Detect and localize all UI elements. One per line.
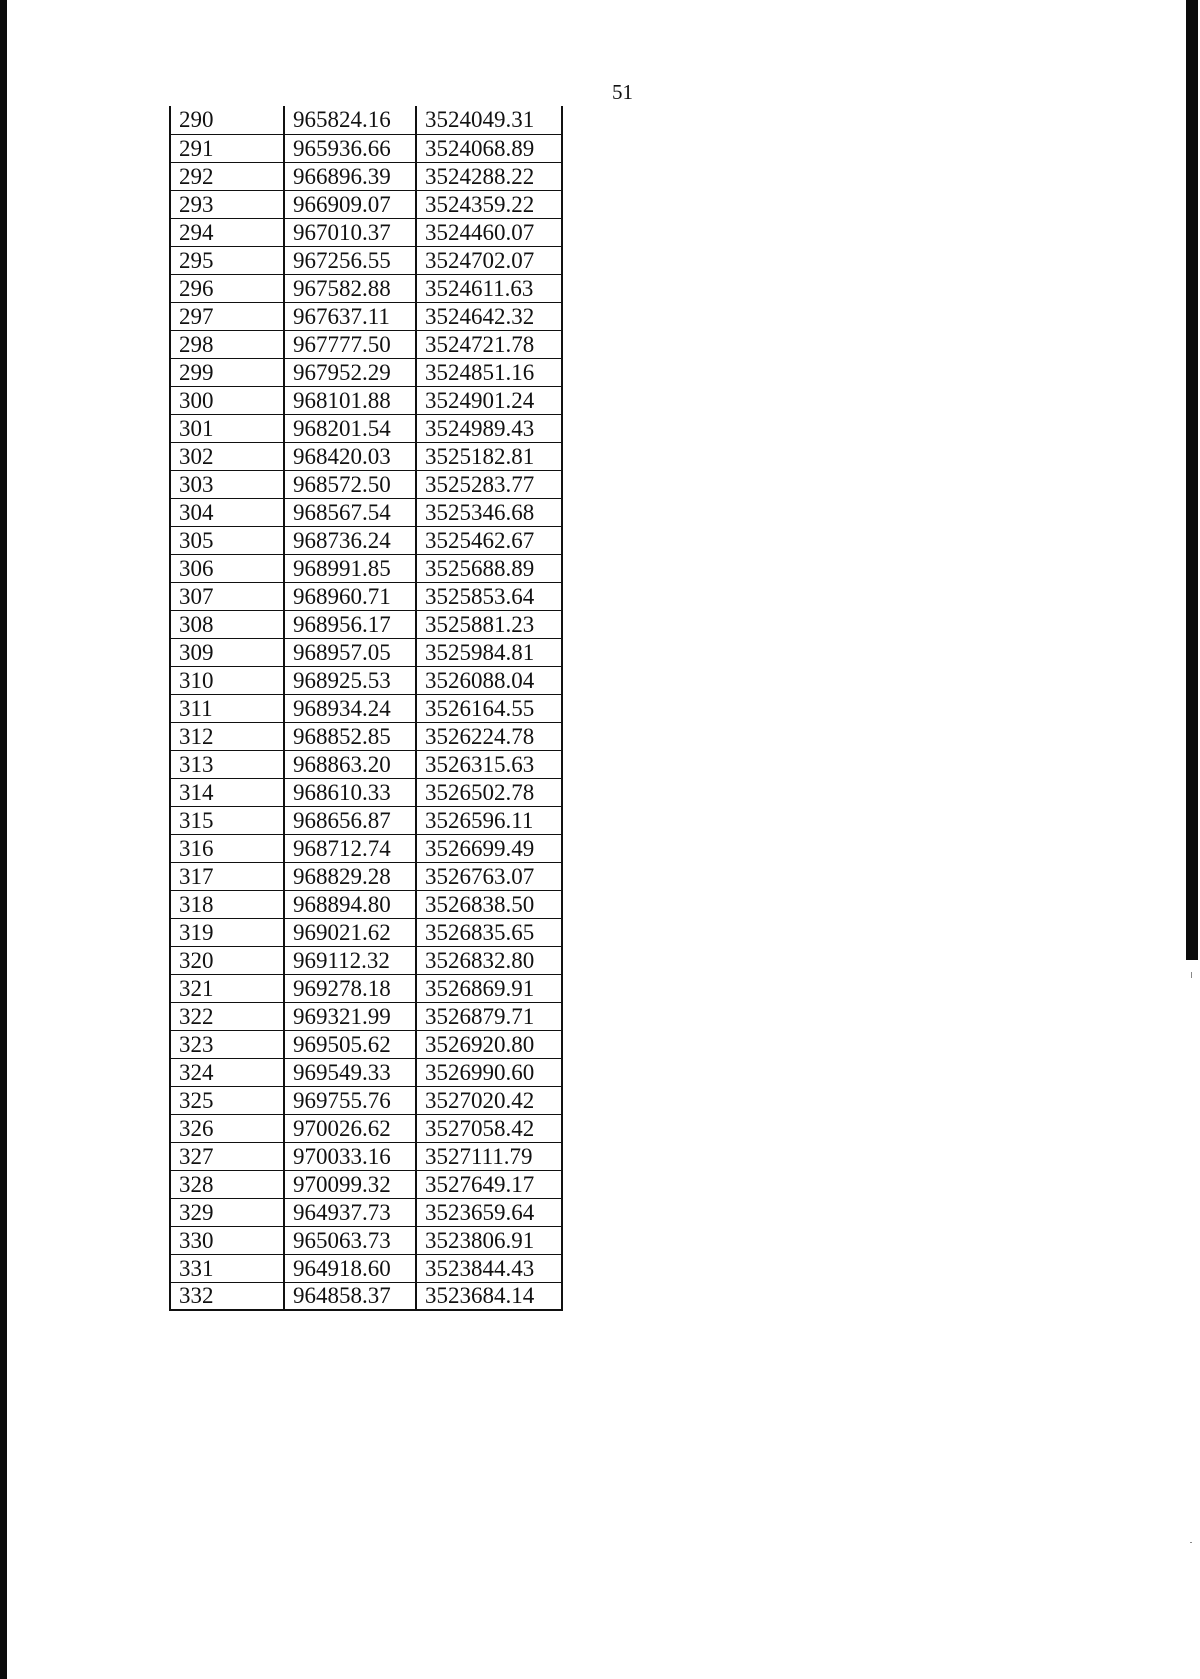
y-coordinate-cell: 3524851.16: [416, 358, 562, 386]
table-row: [170, 582, 562, 610]
y-coordinate-cell: 3526164.55: [416, 694, 562, 722]
point-id-cell: 292: [170, 162, 284, 190]
y-coordinate-cell: 3526869.91: [416, 974, 562, 1002]
x-coordinate-cell: 968736.24: [284, 526, 416, 554]
point-id-cell: 315: [170, 806, 284, 834]
x-coordinate-cell: 966896.39: [284, 162, 416, 190]
point-id-cell: 332: [170, 1282, 284, 1310]
y-coordinate-cell: 3525853.64: [416, 582, 562, 610]
table-row: [170, 386, 562, 414]
point-id-cell: 317: [170, 862, 284, 890]
y-coordinate-cell: 3527020.42: [416, 1086, 562, 1114]
x-coordinate-cell: 968957.05: [284, 638, 416, 666]
y-coordinate-cell: 3526838.50: [416, 890, 562, 918]
y-coordinate-cell: 3524049.31: [416, 106, 562, 134]
x-coordinate-cell: 968852.85: [284, 722, 416, 750]
point-id-cell: 290: [170, 106, 284, 134]
table-row: [170, 722, 562, 750]
table-row: [170, 1030, 562, 1058]
point-id-cell: 325: [170, 1086, 284, 1114]
y-coordinate-cell: 3525462.67: [416, 526, 562, 554]
table-row: [170, 1114, 562, 1142]
x-coordinate-cell: 964918.60: [284, 1254, 416, 1282]
y-coordinate-cell: 3526920.80: [416, 1030, 562, 1058]
x-coordinate-cell: 968712.74: [284, 834, 416, 862]
x-coordinate-cell: 969112.32: [284, 946, 416, 974]
x-coordinate-cell: 967582.88: [284, 274, 416, 302]
table-row: [170, 1142, 562, 1170]
y-coordinate-cell: 3525881.23: [416, 610, 562, 638]
point-id-cell: 304: [170, 498, 284, 526]
point-id-cell: 298: [170, 330, 284, 358]
point-id-cell: 309: [170, 638, 284, 666]
x-coordinate-cell: 968201.54: [284, 414, 416, 442]
table-row: [170, 498, 562, 526]
y-coordinate-cell: 3526596.11: [416, 806, 562, 834]
table-row: [170, 638, 562, 666]
x-coordinate-cell: 969278.18: [284, 974, 416, 1002]
y-coordinate-cell: 3523844.43: [416, 1254, 562, 1282]
y-coordinate-cell: 3526763.07: [416, 862, 562, 890]
y-coordinate-cell: 3523659.64: [416, 1198, 562, 1226]
x-coordinate-cell: 968829.28: [284, 862, 416, 890]
point-id-cell: 331: [170, 1254, 284, 1282]
coordinates-table-body: [170, 106, 562, 1310]
table-row: [170, 1086, 562, 1114]
x-coordinate-cell: 965824.16: [284, 106, 416, 134]
point-id-cell: 328: [170, 1170, 284, 1198]
x-coordinate-cell: 969549.33: [284, 1058, 416, 1086]
y-coordinate-cell: 3526502.78: [416, 778, 562, 806]
point-id-cell: 324: [170, 1058, 284, 1086]
x-coordinate-cell: 968894.80: [284, 890, 416, 918]
page-number: 51: [612, 80, 633, 104]
point-id-cell: 305: [170, 526, 284, 554]
point-id-cell: 296: [170, 274, 284, 302]
table-row: [170, 834, 562, 862]
x-coordinate-cell: 964937.73: [284, 1198, 416, 1226]
point-id-cell: 302: [170, 442, 284, 470]
point-id-cell: 323: [170, 1030, 284, 1058]
table-row: [170, 918, 562, 946]
y-coordinate-cell: 3524642.32: [416, 302, 562, 330]
point-id-cell: 291: [170, 134, 284, 162]
x-coordinate-cell: 969321.99: [284, 1002, 416, 1030]
point-id-cell: 322: [170, 1002, 284, 1030]
coordinates-table: [169, 106, 563, 1311]
point-id-cell: 321: [170, 974, 284, 1002]
y-coordinate-cell: 3526224.78: [416, 722, 562, 750]
point-id-cell: 294: [170, 218, 284, 246]
table-row: [170, 974, 562, 1002]
point-id-cell: 330: [170, 1226, 284, 1254]
point-id-cell: 308: [170, 610, 284, 638]
table-row: [170, 946, 562, 974]
y-coordinate-cell: 3523806.91: [416, 1226, 562, 1254]
table-row: [170, 218, 562, 246]
x-coordinate-cell: 968925.53: [284, 666, 416, 694]
table-row: [170, 1002, 562, 1030]
point-id-cell: 303: [170, 470, 284, 498]
scan-edge-right: [1186, 0, 1198, 960]
table-row: [170, 1282, 562, 1310]
y-coordinate-cell: 3524288.22: [416, 162, 562, 190]
table-row: [170, 1058, 562, 1086]
x-coordinate-cell: 967637.11: [284, 302, 416, 330]
point-id-cell: 297: [170, 302, 284, 330]
point-id-cell: 310: [170, 666, 284, 694]
point-id-cell: 299: [170, 358, 284, 386]
scan-speck: [1191, 972, 1192, 978]
x-coordinate-cell: 970026.62: [284, 1114, 416, 1142]
table-row: [170, 106, 562, 134]
table-row: [170, 302, 562, 330]
x-coordinate-cell: 968101.88: [284, 386, 416, 414]
y-coordinate-cell: 3524989.43: [416, 414, 562, 442]
y-coordinate-cell: 3523684.14: [416, 1282, 562, 1310]
point-id-cell: 318: [170, 890, 284, 918]
x-coordinate-cell: 968956.17: [284, 610, 416, 638]
x-coordinate-cell: 968991.85: [284, 554, 416, 582]
point-id-cell: 301: [170, 414, 284, 442]
x-coordinate-cell: 969755.76: [284, 1086, 416, 1114]
y-coordinate-cell: 3526832.80: [416, 946, 562, 974]
y-coordinate-cell: 3526879.71: [416, 1002, 562, 1030]
point-id-cell: 319: [170, 918, 284, 946]
y-coordinate-cell: 3525688.89: [416, 554, 562, 582]
scan-speck: [1190, 1542, 1192, 1543]
x-coordinate-cell: 970033.16: [284, 1142, 416, 1170]
point-id-cell: 314: [170, 778, 284, 806]
y-coordinate-cell: 3526699.49: [416, 834, 562, 862]
y-coordinate-cell: 3524359.22: [416, 190, 562, 218]
table-row: [170, 414, 562, 442]
table-row: [170, 666, 562, 694]
table-row: [170, 190, 562, 218]
y-coordinate-cell: 3524901.24: [416, 386, 562, 414]
table-row: [170, 610, 562, 638]
table-row: [170, 470, 562, 498]
y-coordinate-cell: 3526315.63: [416, 750, 562, 778]
x-coordinate-cell: 964858.37: [284, 1282, 416, 1310]
table-row: [170, 1170, 562, 1198]
y-coordinate-cell: 3525182.81: [416, 442, 562, 470]
x-coordinate-cell: 968656.87: [284, 806, 416, 834]
y-coordinate-cell: 3524068.89: [416, 134, 562, 162]
table-row: [170, 1226, 562, 1254]
x-coordinate-cell: 968567.54: [284, 498, 416, 526]
point-id-cell: 326: [170, 1114, 284, 1142]
point-id-cell: 312: [170, 722, 284, 750]
y-coordinate-cell: 3524702.07: [416, 246, 562, 274]
x-coordinate-cell: 966909.07: [284, 190, 416, 218]
x-coordinate-cell: 968420.03: [284, 442, 416, 470]
x-coordinate-cell: 965063.73: [284, 1226, 416, 1254]
y-coordinate-cell: 3526835.65: [416, 918, 562, 946]
point-id-cell: 320: [170, 946, 284, 974]
y-coordinate-cell: 3525283.77: [416, 470, 562, 498]
point-id-cell: 313: [170, 750, 284, 778]
table-row: [170, 134, 562, 162]
table-row: [170, 694, 562, 722]
table-row: [170, 750, 562, 778]
y-coordinate-cell: 3526088.04: [416, 666, 562, 694]
table-row: [170, 1254, 562, 1282]
x-coordinate-cell: 968863.20: [284, 750, 416, 778]
table-row: [170, 526, 562, 554]
point-id-cell: 307: [170, 582, 284, 610]
x-coordinate-cell: 969505.62: [284, 1030, 416, 1058]
point-id-cell: 306: [170, 554, 284, 582]
point-id-cell: 300: [170, 386, 284, 414]
x-coordinate-cell: 967952.29: [284, 358, 416, 386]
y-coordinate-cell: 3527058.42: [416, 1114, 562, 1142]
point-id-cell: 293: [170, 190, 284, 218]
table-row: [170, 162, 562, 190]
table-row: [170, 358, 562, 386]
table-row: [170, 554, 562, 582]
table-row: [170, 806, 562, 834]
table-row: [170, 246, 562, 274]
x-coordinate-cell: 968610.33: [284, 778, 416, 806]
table-row: [170, 1198, 562, 1226]
y-coordinate-cell: 3524721.78: [416, 330, 562, 358]
table-row: [170, 778, 562, 806]
table-row: [170, 330, 562, 358]
x-coordinate-cell: 965936.66: [284, 134, 416, 162]
y-coordinate-cell: 3525346.68: [416, 498, 562, 526]
y-coordinate-cell: 3527111.79: [416, 1142, 562, 1170]
table-row: [170, 890, 562, 918]
x-coordinate-cell: 968960.71: [284, 582, 416, 610]
point-id-cell: 327: [170, 1142, 284, 1170]
x-coordinate-cell: 967777.50: [284, 330, 416, 358]
y-coordinate-cell: 3526990.60: [416, 1058, 562, 1086]
x-coordinate-cell: 968934.24: [284, 694, 416, 722]
x-coordinate-cell: 968572.50: [284, 470, 416, 498]
y-coordinate-cell: 3525984.81: [416, 638, 562, 666]
point-id-cell: 329: [170, 1198, 284, 1226]
y-coordinate-cell: 3527649.17: [416, 1170, 562, 1198]
scan-edge-left: [0, 0, 7, 1679]
point-id-cell: 295: [170, 246, 284, 274]
y-coordinate-cell: 3524460.07: [416, 218, 562, 246]
x-coordinate-cell: 967010.37: [284, 218, 416, 246]
point-id-cell: 311: [170, 694, 284, 722]
x-coordinate-cell: 970099.32: [284, 1170, 416, 1198]
table-row: [170, 862, 562, 890]
y-coordinate-cell: 3524611.63: [416, 274, 562, 302]
x-coordinate-cell: 969021.62: [284, 918, 416, 946]
x-coordinate-cell: 967256.55: [284, 246, 416, 274]
table-row: [170, 274, 562, 302]
table-row: [170, 442, 562, 470]
point-id-cell: 316: [170, 834, 284, 862]
